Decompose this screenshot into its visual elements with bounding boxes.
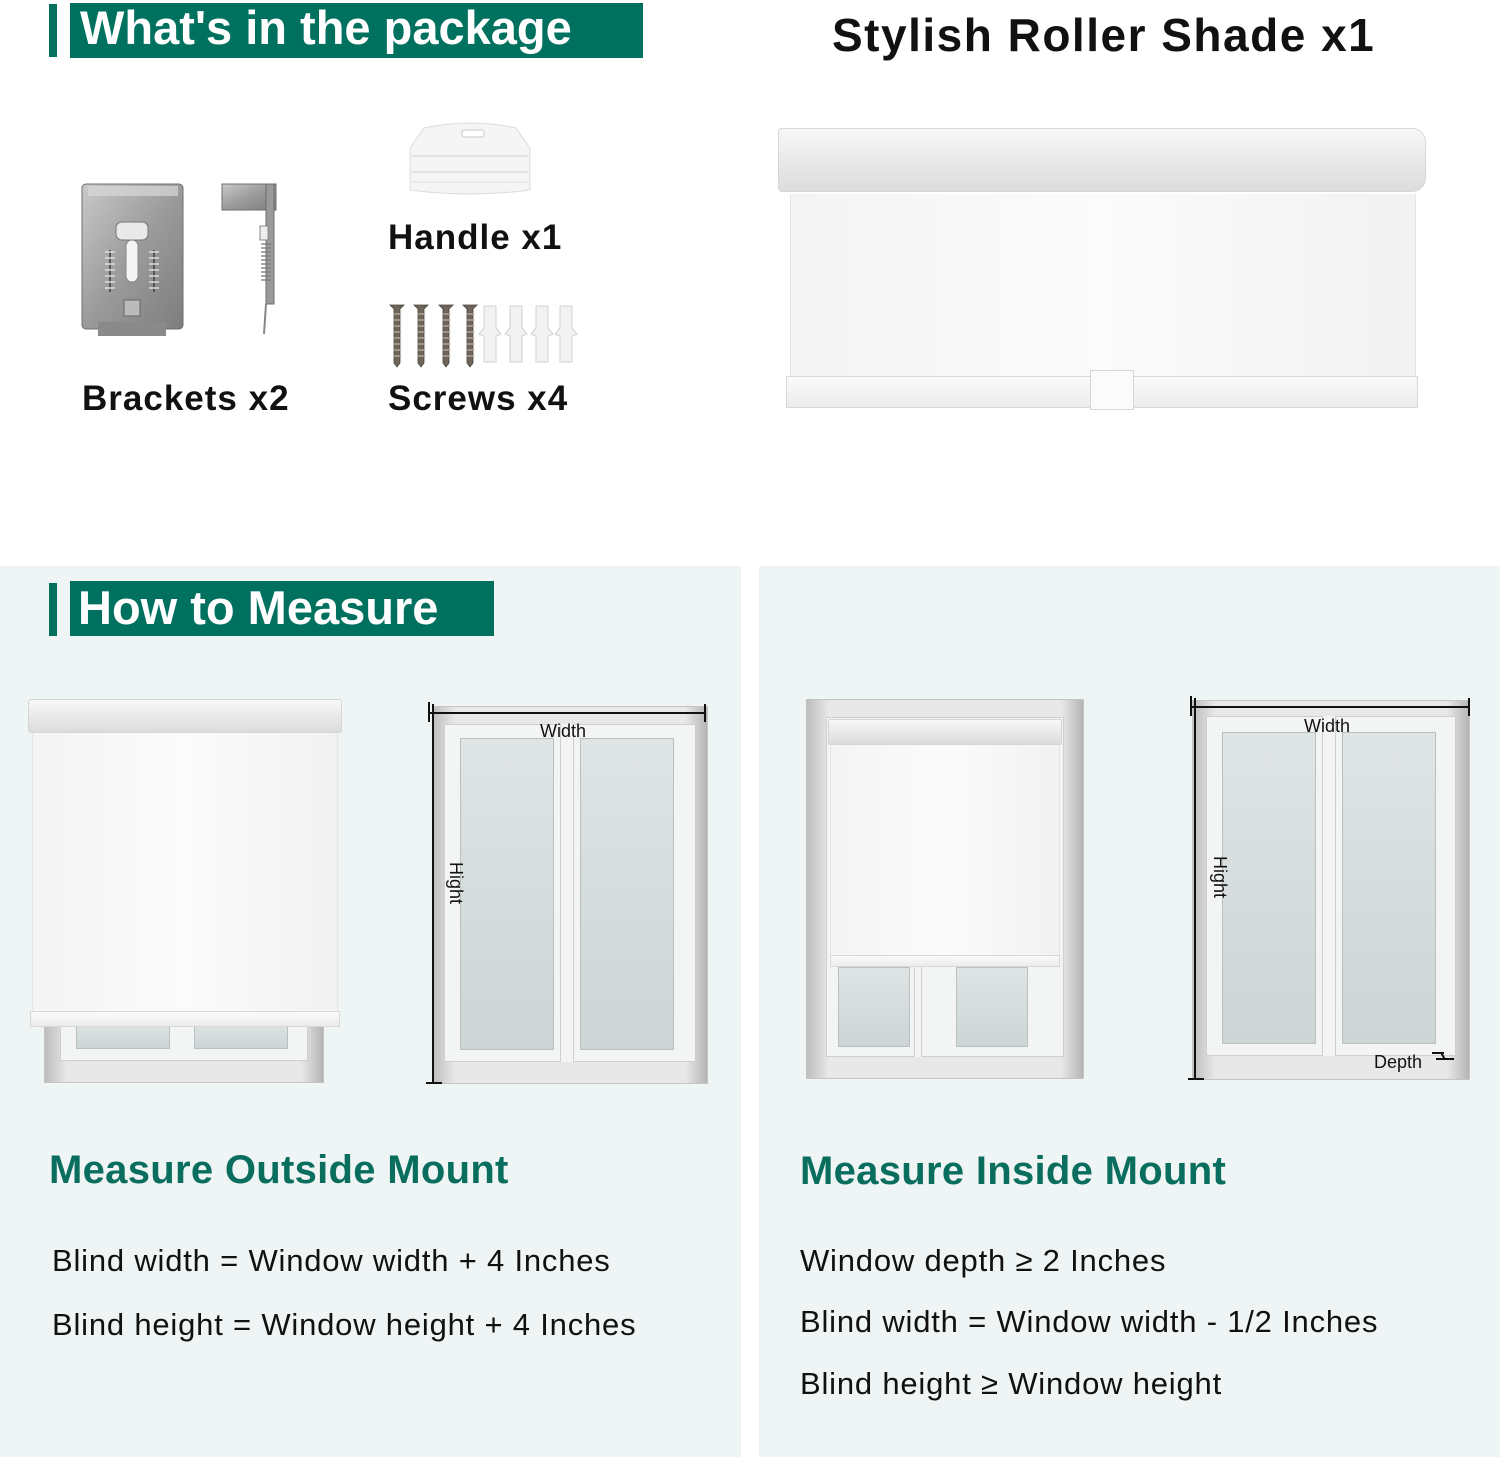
roller-shade-icon (776, 126, 1428, 412)
inside-formula-height: Blind height ≥ Window height (800, 1366, 1222, 1401)
outside-mount-window-diagram (424, 700, 714, 1088)
measure-title: How to Measure (70, 581, 494, 636)
height-label: Hight (1210, 856, 1230, 899)
height-dimension-line (432, 704, 434, 1082)
inside-formula-depth: Window depth ≥ 2 Inches (800, 1243, 1167, 1278)
outside-mount-title: Measure Outside Mount (49, 1148, 509, 1192)
package-title: What's in the package (70, 3, 643, 58)
height-dimension-line (1194, 698, 1196, 1080)
product-title: Stylish Roller Shade x1 (832, 9, 1376, 61)
outside-formula-height: Blind height = Window height + 4 Inches (52, 1307, 637, 1342)
bracket-icon (80, 182, 280, 338)
outside-formula-width: Blind width = Window width + 4 Inches (52, 1243, 611, 1278)
handle-label: Handle x1 (388, 218, 563, 257)
inside-mount-window-diagram (1186, 696, 1476, 1084)
width-dimension-line (1190, 706, 1470, 708)
screws-icon (388, 302, 578, 368)
inside-mount-shade-diagram (804, 697, 1086, 1081)
inside-mount-title: Measure Inside Mount (800, 1149, 1227, 1193)
brackets-label: Brackets x2 (82, 379, 290, 418)
outside-mount-shade-diagram (26, 697, 344, 1087)
screws-label: Screws x4 (388, 379, 569, 418)
inside-formula-width: Blind width = Window width - 1/2 Inches (800, 1304, 1379, 1339)
title-accent-bar (49, 4, 57, 57)
handle-icon (408, 120, 532, 198)
title-accent-bar (49, 583, 57, 636)
width-dimension-line (428, 712, 706, 714)
depth-label: Depth (1374, 1052, 1423, 1072)
width-label: Width (540, 721, 587, 741)
width-label: Width (1304, 716, 1351, 736)
height-label: Hight (446, 862, 466, 905)
